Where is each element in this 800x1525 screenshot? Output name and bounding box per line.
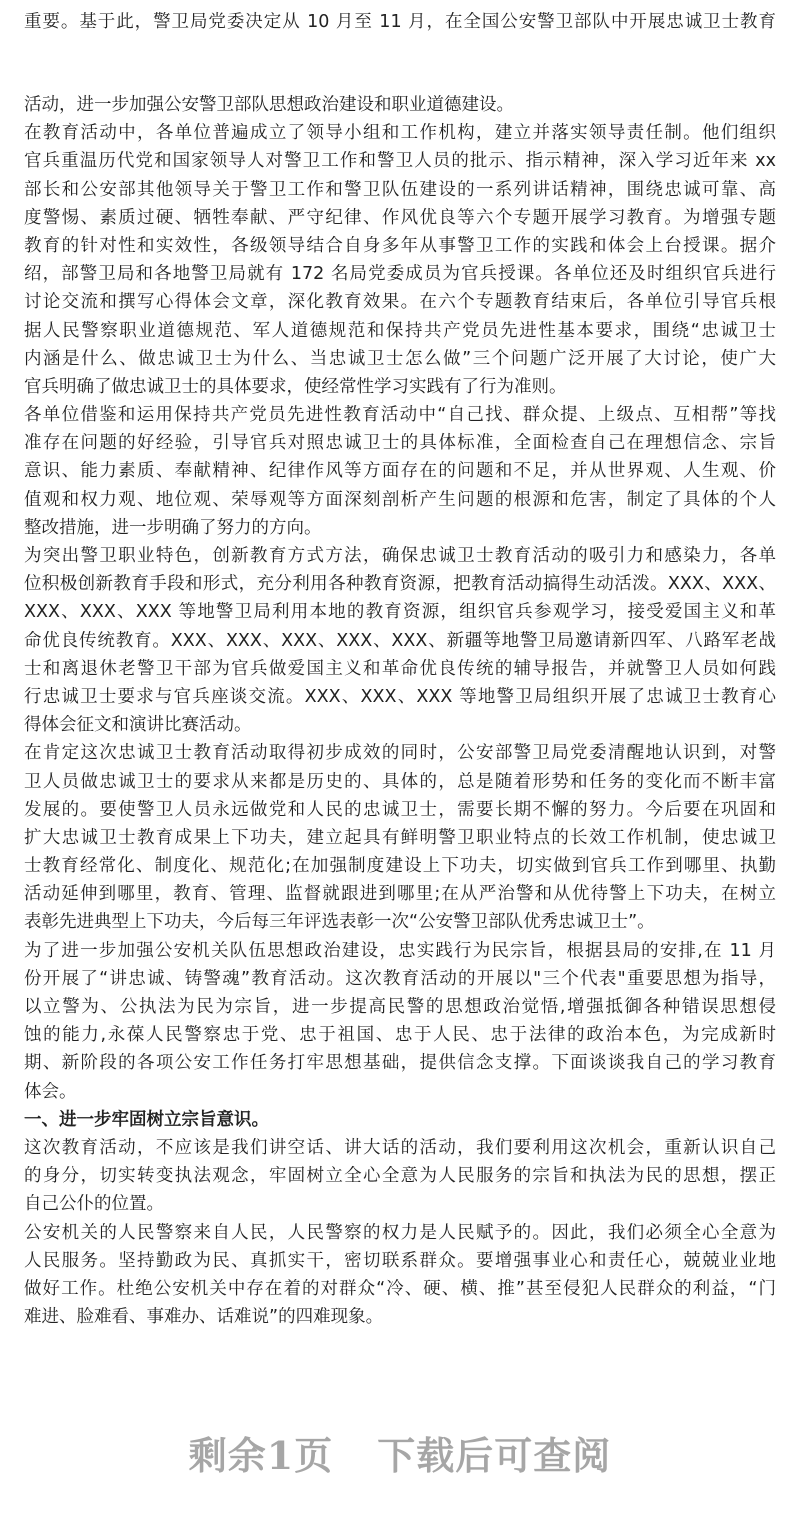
text-line: 发展的。要使警卫人员永远做党和人民的忠诚卫士，需要长期不懈的努力。今后要在巩固和 bbox=[24, 799, 776, 820]
text-line: 卫人员做忠诚卫士的要求从来都是历史的、具体的，总是随着形势和任务的变化而不断丰富 bbox=[24, 771, 776, 792]
text-line: 活动延伸到哪里，教育、管理、监督就跟进到哪里;在从严治警和从优待警上下功夫，在树立 bbox=[24, 884, 776, 905]
text-line: 表彰先进典型上下功夫，今后每三年评选表彰一次“公安警卫部队优秀忠诚卫士”。 bbox=[24, 912, 655, 933]
paragraph bbox=[24, 739, 776, 936]
text-line: 在教育活动中，各单位普遍成立了领导小组和工作机构，建立并落实领导责任制。他们组织 bbox=[24, 123, 776, 144]
remaining-pages-label: 剩余1页 bbox=[188, 1433, 334, 1478]
text-line: 绍，部警卫局和各地警卫局就有 172 名局党委成员为官兵授课。各单位还及时组织官兵进行 bbox=[24, 264, 776, 285]
text-line: 自己公仆的位置。 bbox=[24, 1194, 164, 1215]
text-line: 为了进一步加强公安机关队伍思想政治建设，忠实践行为民宗旨，根据县局的安排,在 11 月 bbox=[24, 940, 776, 961]
text-line: 在肯定这次忠诚卫士教育活动取得初步成效的同时，公安部警卫局党委清醒地认识到，对警 bbox=[24, 743, 776, 764]
text-line: 为突出警卫职业特色，创新教育方式方法，确保忠诚卫士教育活动的吸引力和感染力，各单 bbox=[24, 546, 776, 566]
text-line: 得体会征文和演讲比赛活动。 bbox=[24, 715, 252, 736]
text-line: 讨论交流和撰写心得体会文章，深化教育效果。在六个专题教育结束后，各单位引导官兵根 bbox=[24, 292, 776, 313]
text-line: 行忠诚卫士要求与官兵座谈交流。XXX、XXX、XXX 等地警卫局组织开展了忠诚卫士教育心 bbox=[24, 686, 776, 707]
text-line: 难进、脸难看、事难办、话难说”的四难现象。 bbox=[24, 1307, 384, 1328]
text-line: 重要。基于此，警卫局党委决定从 10 月至 11 月，在全国公安警卫部队中开展忠诚卫士教育 bbox=[24, 12, 776, 32]
text-line: 期、新阶段的各项公安工作任务打牢思想基础，提供信念支撑。下面谈谈我自己的学习教育 bbox=[24, 1053, 776, 1074]
text-line: 这次教育活动，不应该是我们讲空话、讲大话的活动，我们要利用这次机会，重新认识自己 bbox=[24, 1137, 776, 1158]
paragraph bbox=[24, 542, 776, 739]
document-body bbox=[24, 91, 776, 1331]
text-line: 人民服务。坚持勤政为民、真抓实干，密切联系群众。要增强事业心和责任心，兢兢业业地 bbox=[24, 1250, 776, 1271]
text-line: 值观和权力观、地位观、荣辱观等方面深刻剖析产生问题的根源和危害，制定了具体的个人 bbox=[24, 489, 776, 510]
text-line: XXX、XXX、XXX 等地警卫局利用本地的教育资源，组织官兵参观学习，接受爱国主义和革 bbox=[24, 602, 776, 623]
text-line: 部长和公安部其他领导关于警卫工作和警卫队伍建设的一系列讲话精神，围绕忠诚可靠、高 bbox=[24, 179, 776, 200]
text-line: 官兵重温历代党和国家领导人对警卫工作和警卫人员的批示、指示精神，深入学习近年来 xx bbox=[24, 151, 776, 172]
paragraph bbox=[24, 91, 776, 119]
text-line: 据人民警察职业道德规范、军人道德规范和保持共产党员先进性基本要求，围绕“忠诚卫士 bbox=[24, 320, 776, 341]
text-line: 活动，进一步加强公安警卫部队思想政治建设和职业道德建设。 bbox=[24, 95, 514, 115]
text-line: 士教育经常化、制度化、规范化;在加强制度建设上下功夫，切实做到官兵工作到哪里、执勤 bbox=[24, 856, 776, 877]
text-line: 准存在问题的好经验，引导官兵对照忠诚卫士的具体标准，全面检查自己在理想信念、宗旨 bbox=[24, 433, 776, 454]
text-line: 度警惕、素质过硬、牺牲奉献、严守纪律、作风优良等六个专题开展学习教育。为增强专题 bbox=[24, 207, 776, 228]
text-line: 命优良传统教育。XXX、XXX、XXX、XXX、XXX、新疆等地警卫局邀请新四军、八路军老战 bbox=[24, 630, 776, 651]
text-line: 官兵明确了做忠诚卫士的具体要求，使经常性学习实践有了行为准则。 bbox=[24, 376, 567, 397]
text-line: 扩大忠诚卫士教育成果上下功夫，建立起具有鲜明警卫职业特点的长效工作机制，使忠诚卫 bbox=[24, 827, 776, 848]
document-top-fragment bbox=[24, 8, 776, 36]
text-line: 做好工作。杜绝公安机关中存在着的对群众“冷、硬、横、推”甚至侵犯人民群众的利益，“门 bbox=[24, 1278, 776, 1299]
paragraph bbox=[24, 1219, 776, 1332]
paragraph bbox=[24, 401, 776, 542]
text-line: 的身分，切实转变执法观念，牢固树立全心全意为人民服务的宗旨和执法为民的思想，摆正 bbox=[24, 1166, 776, 1187]
text-line: 位积极创新教育手段和形式，充分利用各种教育资源，把教育活动搞得生动活泼。XXX、XXX、 bbox=[24, 574, 776, 595]
text-line: 份开展了“讲忠诚、铸警魂”教育活动。这次教育活动的开展以"三个代表"重要思想为指导， bbox=[24, 968, 776, 989]
text-line: 意识、能力素质、奉献精神、纪律作风等方面存在的问题和不足，并从世界观、人生观、价 bbox=[24, 461, 776, 482]
text-line: 公安机关的人民警察来自人民，人民警察的权力是人民赋予的。因此，我们必须全心全意为 bbox=[24, 1222, 776, 1243]
paragraph bbox=[24, 119, 776, 401]
text-line: 蚀的能力,永葆人民警察忠于党、忠于祖国、忠于人民、忠于法律的政治本色，为完成新时 bbox=[24, 1025, 776, 1046]
text-line: 整改措施，进一步明确了努力的方向。 bbox=[24, 517, 322, 538]
text-line: 体会。 bbox=[24, 1081, 77, 1102]
text-line: 内涵是什么、做忠诚卫士为什么、当忠诚卫士怎么做”三个问题广泛开展了大讨论，使广大 bbox=[24, 348, 776, 369]
download-to-view-label: 下载后可查阅 bbox=[377, 1433, 612, 1478]
text-line: 一、进一步牢固树立宗旨意识。 bbox=[24, 1109, 269, 1130]
paragraph bbox=[24, 1134, 776, 1219]
text-line: 教育的针对性和实效性，各级领导结合自身多年从事警卫工作的实践和体会上台授课。据介 bbox=[24, 235, 776, 256]
paragraph bbox=[24, 937, 776, 1106]
text-line: 各单位借鉴和运用保持共产党员先进性教育活动中“自己找、群众提、上级点、互相帮”等找 bbox=[24, 405, 776, 426]
text-line: 士和离退休老警卫干部为官兵做爱国主义和革命优良传统的辅导报告，并就警卫人员如何践 bbox=[24, 658, 776, 679]
section-heading bbox=[24, 1106, 776, 1134]
text-line: 以立警为、公执法为民为宗旨，进一步提高民警的思想政治觉悟,增强抵御各种错误思想侵 bbox=[24, 997, 776, 1017]
download-prompt[interactable] bbox=[0, 1425, 800, 1480]
